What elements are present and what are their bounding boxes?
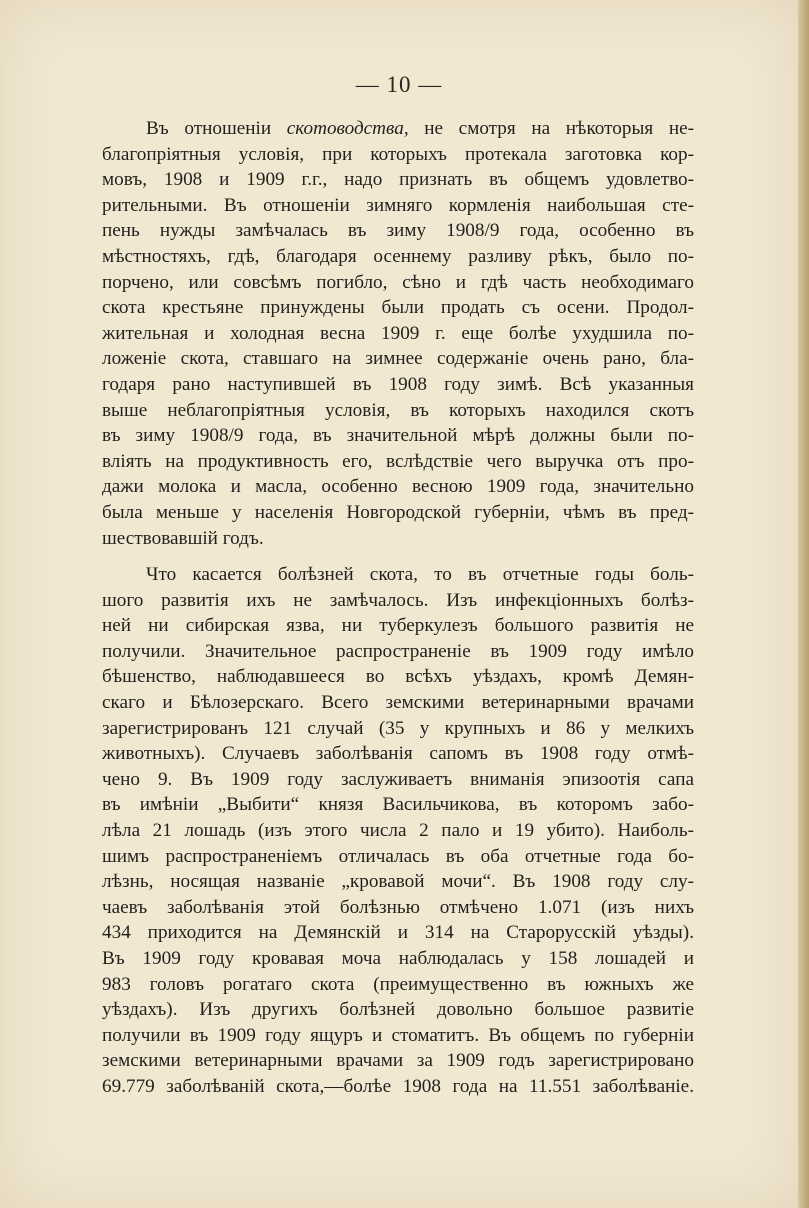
paragraph-spacer <box>102 551 694 562</box>
paragraph-line: годаря рано наступившей въ 1908 году зимѣ. Всѣ указанныя <box>102 373 694 395</box>
paragraph-line: шого развитія ихъ не замѣчалось. Изъ инфекціонныхъ болѣз- <box>102 589 694 611</box>
paragraph-line: мѣстностяхъ, гдѣ, благодаря осеннему разливу рѣкъ, было по- <box>102 245 694 267</box>
paragraph-line: животныхъ). Случаевъ заболѣванія сапомъ въ 1908 году отмѣ- <box>102 743 694 765</box>
paragraph-line: скота крестьяне принуждены были продать съ осени. Продол- <box>102 297 694 319</box>
paragraph-line: Что касается болѣзней скота, то въ отчетные годы боль- <box>146 564 694 586</box>
paragraph-diseases <box>102 562 694 1099</box>
paragraph-line: шествовавшій годъ. <box>102 527 264 549</box>
paragraph-line: пень нужды замѣчалась въ зиму 1908/9 года, особенно въ <box>102 220 694 242</box>
document-body <box>102 116 694 1100</box>
paragraph-line: въ имѣніи „Выбити“ князя Васильчикова, въ которомъ забо- <box>102 794 694 816</box>
paragraph-line: лѣзнь, носящая названіе „кровавой мочи“. Въ 1908 году слу- <box>102 871 694 893</box>
paragraph-line: уѣздахъ). Изъ другихъ болѣзней довольно большое развитіе <box>102 999 694 1021</box>
paragraph-line: 69.779 заболѣваній скота,—болѣе 1908 года на 11.551 заболѣваніе. <box>102 1075 694 1097</box>
paragraph-line: мовъ, 1908 и 1909 г.г., надо признать въ общемъ удовлетво- <box>102 169 694 191</box>
paragraph-line: вліять на продуктивность его, вслѣдствіе чего выручка отъ про- <box>102 450 694 472</box>
paragraph-line: была меньше у населенія Новгородской губерніи, чѣмъ въ пред- <box>102 501 694 523</box>
paragraph-line: благопріятныя условія, при которыхъ протекала заготовка кор- <box>102 143 694 165</box>
paragraph-line: жительная и холодная весна 1909 г. еще болѣе ухудшила по- <box>102 322 694 344</box>
emphasized-term: скотоводства, <box>286 118 409 139</box>
paragraph-line: Въ отношеніи скотоводства, не смотря на нѣкоторыя не- <box>146 118 694 139</box>
paragraph-line: чаевъ заболѣванія этой болѣзнью отмѣчено 1.071 (изъ нихъ <box>102 896 694 918</box>
paragraph-line: 434 приходится на Демянскій и 314 на Старорусскій уѣзды). <box>102 922 694 944</box>
paragraph-line: выше неблагопріятныя условія, въ которыхъ находился скотъ <box>102 399 694 421</box>
paragraph-line: земскими ветеринарными врачами за 1909 годъ зарегистрировано <box>102 1050 694 1072</box>
paragraph-line: зарегистрированъ 121 случай (35 у крупныхъ и 86 у мелкихъ <box>102 717 694 739</box>
paragraph-line: 983 головъ рогатаго скота (преимущественно въ южныхъ же <box>102 973 694 995</box>
paragraph-livestock <box>102 116 694 551</box>
paragraph-line: въ зиму 1908/9 года, въ значительной мѣрѣ должны были по- <box>102 425 694 447</box>
paragraph-line: Въ 1909 году кровавая моча наблюдалась у 158 лошадей и <box>102 948 694 969</box>
paragraph-line: бѣшенство, наблюдавшееся во всѣхъ уѣздахъ, кромѣ Демян- <box>102 666 694 688</box>
paragraph-line: получили въ 1909 году ящуръ и стоматитъ. Въ общемъ по губерніи <box>102 1024 694 1046</box>
paragraph-line: порчено, или совсѣмъ погибло, сѣно и гдѣ часть необходимаго <box>102 271 694 293</box>
paragraph-line: дажи молока и масла, особенно весною 1909 года, значительно <box>102 476 694 498</box>
paragraph-line: лѣла 21 лошадь (изъ этого числа 2 пало и 19 убито). Наиболь- <box>102 820 694 842</box>
paragraph-line: чено 9. Въ 1909 году заслуживаетъ вниманія эпизоотія сапа <box>102 768 694 790</box>
page-number: — 10 — <box>355 72 443 97</box>
paragraph-line: рительными. Въ отношеніи зимняго кормленія наибольшая сте- <box>102 194 694 216</box>
paragraph-line: скаго и Бѣлозерскаго. Всего земскими ветеринарными врачами <box>102 692 694 714</box>
book-page-edge <box>798 0 809 1208</box>
paragraph-line: получили. Значительное распространеніе въ 1909 году имѣло <box>102 640 694 662</box>
paragraph-line: ней ни сибирская язва, ни туберкулезъ большого развитія не <box>102 615 694 637</box>
paragraph-line: шимъ распространеніемъ отличалась въ оба отчетные года бо- <box>102 845 694 867</box>
paragraph-line: ложеніе скота, ставшаго на зимнее содержаніе очень рано, бла- <box>102 348 694 370</box>
